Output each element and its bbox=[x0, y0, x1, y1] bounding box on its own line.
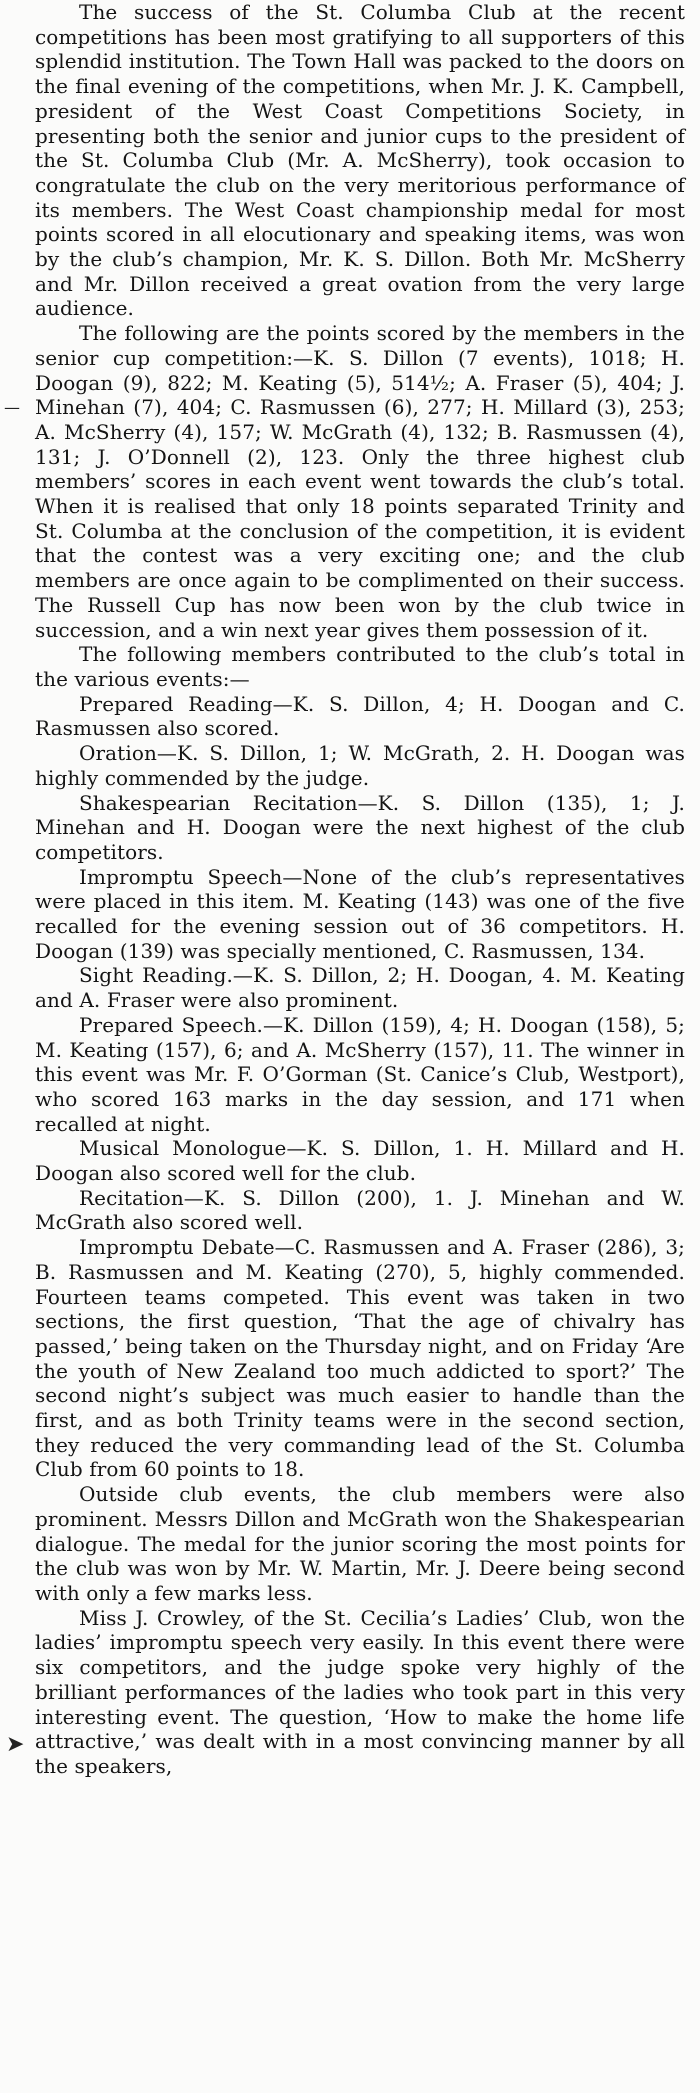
paragraph-prepared-reading: Prepared Reading—K. S. Dillon, 4; H. Doogan and C. Rasmussen also scored. bbox=[35, 691, 685, 741]
article-column bbox=[35, 0, 685, 1779]
paragraph-oration: Oration—K. S. Dillon, 1; W. McGrath, 2. H. Doogan was highly commended by the judge. bbox=[35, 741, 685, 790]
paragraph-contributors-intro: The following members contributed to the club’s total in the various events:— bbox=[35, 642, 685, 691]
paragraph-sight-reading: Sight Reading.—K. S. Dillon, 2; H. Doogan, 4. M. Keating and A. Fraser were also prominent. bbox=[35, 963, 685, 1013]
margin-arrow-mark: ➤ bbox=[6, 1732, 25, 1757]
paragraph-prepared-speech: Prepared Speech.—K. Dillon (159), 4; H. Doogan (158), 5; M. Keating (157), 6; and A. McSherry (157), 11. The winner in this event was Mr. F. O’Gorman (St. Canice’s Club, Westport), who scored 163 marks in the day session, and 171 when recalled at night. bbox=[35, 1012, 685, 1136]
paragraph-impromptu-speech: Impromptu Speech—None of the club’s representatives were placed in this item. M. Keating (143) was one of the five recalled for the evening session out of 36 competitors. H. Doogan (139) was specially mentioned, C. Rasmussen, 134. bbox=[35, 864, 685, 963]
paragraph-intro: The success of the St. Columba Club at the recent competitions has been most gratifying to all supporters of this splendid institution. The Town Hall was packed to the doors on the final evening of the competitions, when Mr. J. K. Campbell, president of the West Coast Competitions Society, in presenting both the senior and junior cups to the president of the St. Columba Club (Mr. A. McSherry), took occasion to congratulate the club on the very meritorious performance of its members. The West Coast championship medal for most points scored in all elocutionary and speaking items, was won by the club’s champion, Mr. K. S. Dillon. Both Mr. McSherry and Mr. Dillon received a great ovation from the very large audience. bbox=[35, 0, 685, 321]
paragraph-impromptu-debate: Impromptu Debate—C. Rasmussen and A. Fraser (286), 3; B. Rasmussen and M. Keating (270), 5, highly commended. Fourteen teams competed. This event was taken in two sections, the first question, ‘That the age of chivalry has passed,’ being taken on the Thursday night, and on Friday ‘Are the youth of New Zealand too much addicted to sport?’ The second night’s subject was much easier to handle than the first, and as both Trinity teams were in the second section, they reduced the very commanding lead of the St. Columba Club from 60 points to 18. bbox=[35, 1235, 685, 1482]
paragraph-shakespearian-recitation: Shakespearian Recitation—K. S. Dillon (135), 1; J. Minehan and H. Doogan were the next highest of the club competitors. bbox=[35, 790, 685, 864]
margin-dash-mark: — bbox=[4, 398, 20, 417]
paragraph-musical-monologue: Musical Monologue—K. S. Dillon, 1. H. Millard and H. Doogan also scored well for the club. bbox=[35, 1136, 685, 1186]
paragraph-senior-cup-points: The following are the points scored by the members in the senior cup competition:—K. S. Dillon (7 events), 1018; H. Doogan (9), 822; M. Keating (5), 514½; A. Fraser (5), 404; J. Minehan (7), 404; C. Rasmussen (6), 277; H. Millard (3), 253; A. McSherry (4), 157; W. McGrath (4), 132; B. Rasmussen (4), 131; J. O’Donnell (2), 123. Only the three highest club members’ scores in each event went towards the club’s total. When it is realised that only 18 points separated Trinity and St. Columba at the conclusion of the competition, it is evident that the contest was a very exciting one; and the club members are once again to be complimented on their success. The Russell Cup has now been won by the club twice in succession, and a win next year gives them possession of it. bbox=[35, 321, 685, 642]
paragraph-ladies-club: Miss J. Crowley, of the St. Cecilia’s Ladies’ Club, won the ladies’ impromptu speech very easily. In this event there were six competitors, and the judge spoke very highly of the brilliant performances of the ladies who took part in this very interesting event. The question, ‘How to make the home life attractive,’ was dealt with in a most convincing manner by all the speakers, bbox=[35, 1605, 685, 1778]
paragraph-recitation: Recitation—K. S. Dillon (200), 1. J. Minehan and W. McGrath also scored well. bbox=[35, 1185, 685, 1235]
paragraph-outside-events: Outside club events, the club members were also prominent. Messrs Dillon and McGrath won the Shakespearian dialogue. The medal for the junior scoring the most points for the club was won by Mr. W. Martin, Mr. J. Deere being second with only a few marks less. bbox=[35, 1482, 685, 1605]
